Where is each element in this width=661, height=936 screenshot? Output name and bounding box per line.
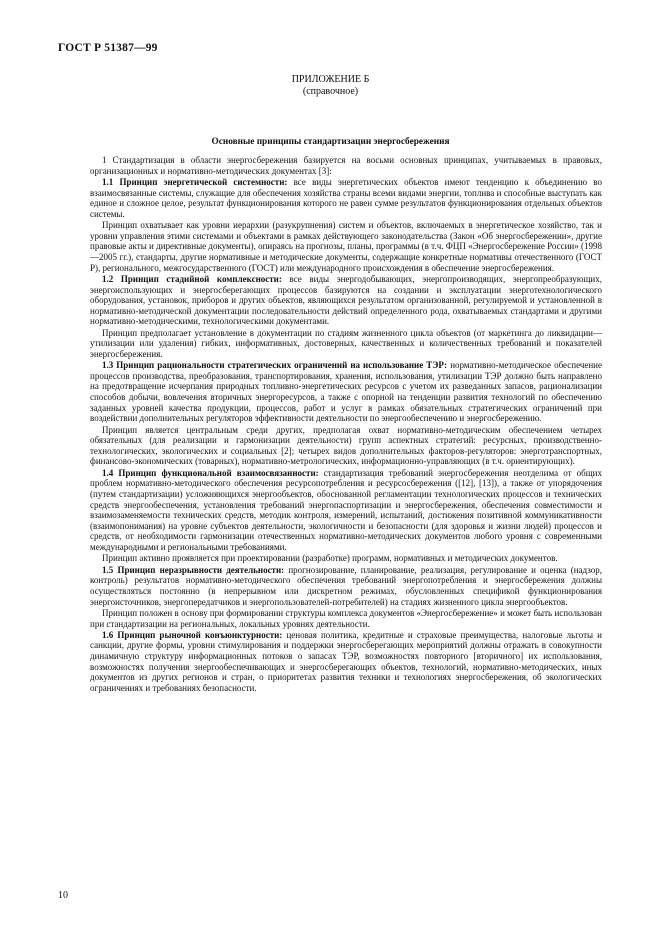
paragraph: 1.3 Принцип рациональности стратегических ограничений на использование ТЭР: нормативно-методическое обеспечение процессов производства, преобразования, транспортирования, хранения, использования, утилизации ТЭР должно быть направлено на предотвращение исчерпания природных топливно-энергетических ресурсов с учетом их разведанных запасов, рационализации способов добычи, вовлечения вторичных энергоресурсов, а также с опорной на тенденции развития технологий по обеспечению заданных уровней качества продукции, процессов, работ и услуг в рамках обязательных стратегических ограничений при воздействии дополнительных регуляторов эффективности деятельности по энергообеспечению и энергосбережению. — [90, 360, 602, 424]
paragraph: 1.6 Принцип рыночной конъюнктурности: ценовая политика, кредитные и страховые преимущества, налоговые льготы и санкции, другие формы, уровни стимулирования и поддержки энергосберегающих мероприятий должны отражать в совокупности динамичную структуру информационных потоков о запасах ТЭР, возможностях повторного [вторичного] их использования, возможностях получения энергообеспечивающих и энергосберегающих объектов, технологий, нормативно-методических, иных документов из других регионов и стран, о приоритетах развития техники и технологиях энергосбережения, об экологических ограничениях и требованиях безопасности. — [90, 629, 602, 693]
appendix-title: ПРИЛОЖЕНИЕ Б — [291, 74, 370, 85]
page-number: 10 — [58, 890, 68, 901]
paragraph: Принцип активно проявляется при проектировании (разработке) программ, нормативных и методических документов. — [102, 553, 558, 564]
principle-heading: 1.1 Принцип энергетической системности: — [102, 176, 288, 187]
principle-heading: 1.2 Принцип стадийной комплексности: — [102, 273, 282, 284]
paragraph: 1 Стандартизация в области энергосбережения базируется на восьми основных принципах, учитываемых в правовых, организационных и нормативно-методических документах [3]: — [90, 155, 602, 176]
paragraph: Принцип охватывает как уровни иерархии (разукрупнения) систем и объектов, включаемых в энергетическое хозяйство, так и уровни управления этими системами и объектами в рамках действующего законодательства (Закон «Об энергосбережении», другие правовые акты и директивные документы), опираясь на прогнозы, планы, программы (в т.ч. ФЦП «Энергосбережение России» (1998—2005 гг.), стандарты, другие нормативные и методические документы, содержащие конкретные нормативы отечественного (ГОСТ Р), регионального, межгосударственного (ГОСТ) или международного происхождения в обеспечение энергосбережения. — [90, 220, 602, 273]
body-text — [90, 155, 602, 693]
paragraph: Принцип предполагает установление в документации по стадиям жизненного цикла объектов (от маркетинга до ликвидации—утилизации или удаления) гибких, информативных, достоверных, качественных и количественных требований и показателей энергосбережения. — [90, 327, 602, 359]
appendix-subtitle: (справочное) — [302, 86, 359, 97]
paragraph: Принцип является центральным среди других, предполагая охват нормативно-методическим обеспечением четырех обязательных (для реализации и гармонизации деятельности) групп аспектных стратегий: ресурсных, производственно-технологических, экологических и социальных [2]; четырех видов дополнительных факторов-регуляторов: энерготранспортных, финансово-экономических (товарных), нормативно-метрологических, информационно-управляющих (в т.ч. ориентирующих). — [90, 424, 602, 467]
principle-heading: 1.5 Принцип неразрывности деятельности: — [102, 564, 285, 575]
section-title: Основные принципы стандартизации энергосбережения — [211, 137, 450, 147]
principle-heading: 1.3 Принцип рациональности стратегических ограничений на использование ТЭР: — [102, 360, 448, 371]
principle-heading: 1.6 Принцип рыночной конъюнктурности: — [102, 629, 283, 640]
appendix-heading — [0, 74, 661, 98]
principle-heading: 1.4 Принцип функциональной взаимосвязанности: — [102, 467, 319, 478]
paragraph: 1.4 Принцип функциональной взаимосвязанности: стандартизация требований энергосбережения неотделима от общих проблем нормативно-методического обеспечения ресурсопотребления и ресурсосбережения ([12], [13]), а также от упорядочения (путем стандартизации) усложняющихся энергообъектов, обоснованной регламентации технологических процессов и технических средств энергообеспечения, установления требований энергопаспортизации и энергосбережения, обеспечения совместимости и взаимозаменяемости технических средств, методик контроля, измерений, испытаний, достижения позитивной коммуникативности (взаимопонимания) на уровне субъектов деятельности, экологичности и безопасности (для здоровья и жизни людей) процессов и средств, от необходимости гармонизации отечественных нормативно-методических документов любого уровня с современными международными и региональными требованиями. — [90, 467, 602, 552]
paragraph: 1.1 Принцип энергетической системности: все виды энергетических объектов имеют тенденцию к объединению во взаимосвязанные системы, служащие для обеспечения хозяйства страны всеми видами энергии, топлива и способные выступать как единое и сложное целое, результат функционирования которого не равен сумме результатов функционирования отдельных объектов системы. — [90, 176, 602, 219]
standard-header: ГОСТ Р 51387—99 — [58, 42, 158, 54]
paragraph: Принцип положен в основу при формировании структуры комплекса документов «Энергосбережение» и может быть использован при стандартизации на региональных, локальных уровнях деятельности. — [90, 607, 602, 629]
paragraph: 1.5 Принцип неразрывности деятельности: прогнозирование, планирование, реализация, регулирование и оценка (надзор, контроль) результатов нормативно-методического обеспечения требований энергопотребления и энергосбережения должны осуществляться постоянно (в непрерывном или дискретном режимах, обусловленных спецификой функционирования энергоисточников, энергопередатчиков и энергопользователей-потребителей) на стадиях жизненного цикла энергообъектов. — [90, 564, 602, 607]
paragraph: 1.2 Принцип стадийной комплексности: все виды энергодобывающих, энергопроизводящих, энергопреобразующих, энергоиспользующих и энергосберегающих процессов базируются на создании и эксплуатации энерготехнологического оборудования, установок, приборов и других объектов, являющихся результатом организованной, регулируемой и установленной в нормативно-методической документации последовательности действий определенного рода, охватываемых стандартами и другими нормативно-методическими, технологическими документами. — [90, 273, 602, 327]
